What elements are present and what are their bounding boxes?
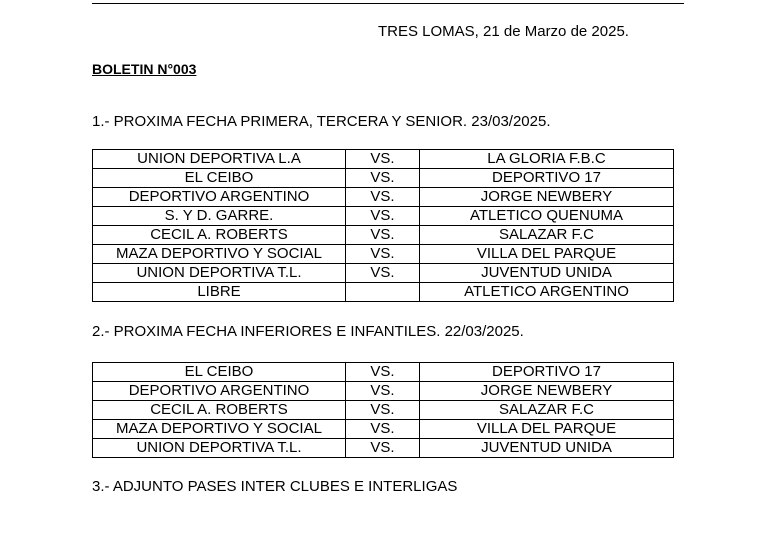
versus-label: VS.	[346, 401, 420, 420]
away-team: JUVENTUD UNIDA	[420, 439, 674, 458]
fixtures-table-inferiores	[92, 362, 674, 458]
home-team: UNION DEPORTIVA T.L.	[93, 439, 346, 458]
table-row	[93, 207, 674, 226]
versus-label: VS.	[346, 188, 420, 207]
versus-label	[346, 283, 420, 302]
home-team: UNION DEPORTIVA L.A	[93, 150, 346, 169]
home-team: EL CEIBO	[93, 169, 346, 188]
home-team: S. Y D. GARRE.	[93, 207, 346, 226]
table-row	[93, 420, 674, 439]
home-team: MAZA DEPORTIVO Y SOCIAL	[93, 245, 346, 264]
away-team: DEPORTIVO 17	[420, 169, 674, 188]
table-row	[93, 226, 674, 245]
home-team: CECIL A. ROBERTS	[93, 401, 346, 420]
away-team: JUVENTUD UNIDA	[420, 264, 674, 283]
versus-label: VS.	[346, 169, 420, 188]
away-team: ATLETICO QUENUMA	[420, 207, 674, 226]
away-team: JORGE NEWBERY	[420, 188, 674, 207]
away-team: VILLA DEL PARQUE	[420, 420, 674, 439]
away-team: ATLETICO ARGENTINO	[420, 283, 674, 302]
top-divider	[92, 3, 684, 4]
home-team: DEPORTIVO ARGENTINO	[93, 382, 346, 401]
table-row	[93, 283, 674, 302]
versus-label: VS.	[346, 245, 420, 264]
home-team: CECIL A. ROBERTS	[93, 226, 346, 245]
away-team: SALAZAR F.C	[420, 226, 674, 245]
table-row	[93, 188, 674, 207]
home-team: MAZA DEPORTIVO Y SOCIAL	[93, 420, 346, 439]
table-row	[93, 150, 674, 169]
table-row	[93, 169, 674, 188]
section-heading-3: 3.- ADJUNTO PASES INTER CLUBES E INTERLIGAS	[92, 478, 458, 495]
versus-label: VS.	[346, 439, 420, 458]
away-team: JORGE NEWBERY	[420, 382, 674, 401]
table-row	[93, 264, 674, 283]
section-heading-1: 1.- PROXIMA FECHA PRIMERA, TERCERA Y SENIOR. 23/03/2025.	[92, 113, 551, 130]
away-team: SALAZAR F.C	[420, 401, 674, 420]
versus-label: VS.	[346, 382, 420, 401]
away-team: VILLA DEL PARQUE	[420, 245, 674, 264]
away-team: LA GLORIA F.B.C	[420, 150, 674, 169]
versus-label: VS.	[346, 207, 420, 226]
table-row	[93, 439, 674, 458]
table-row	[93, 401, 674, 420]
fixtures-table-primera	[92, 149, 674, 302]
home-team: LIBRE	[93, 283, 346, 302]
versus-label: VS.	[346, 420, 420, 439]
home-team: EL CEIBO	[93, 363, 346, 382]
away-team: DEPORTIVO 17	[420, 363, 674, 382]
versus-label: VS.	[346, 264, 420, 283]
table-row	[93, 245, 674, 264]
versus-label: VS.	[346, 150, 420, 169]
versus-label: VS.	[346, 226, 420, 245]
table-row	[93, 382, 674, 401]
home-team: UNION DEPORTIVA T.L.	[93, 264, 346, 283]
versus-label: VS.	[346, 363, 420, 382]
section-heading-2: 2.- PROXIMA FECHA INFERIORES E INFANTILES. 22/03/2025.	[92, 323, 524, 340]
home-team: DEPORTIVO ARGENTINO	[93, 188, 346, 207]
bulletin-title: BOLETIN N°003	[92, 61, 197, 77]
table-row	[93, 363, 674, 382]
date-line: TRES LOMAS, 21 de Marzo de 2025.	[378, 23, 629, 40]
